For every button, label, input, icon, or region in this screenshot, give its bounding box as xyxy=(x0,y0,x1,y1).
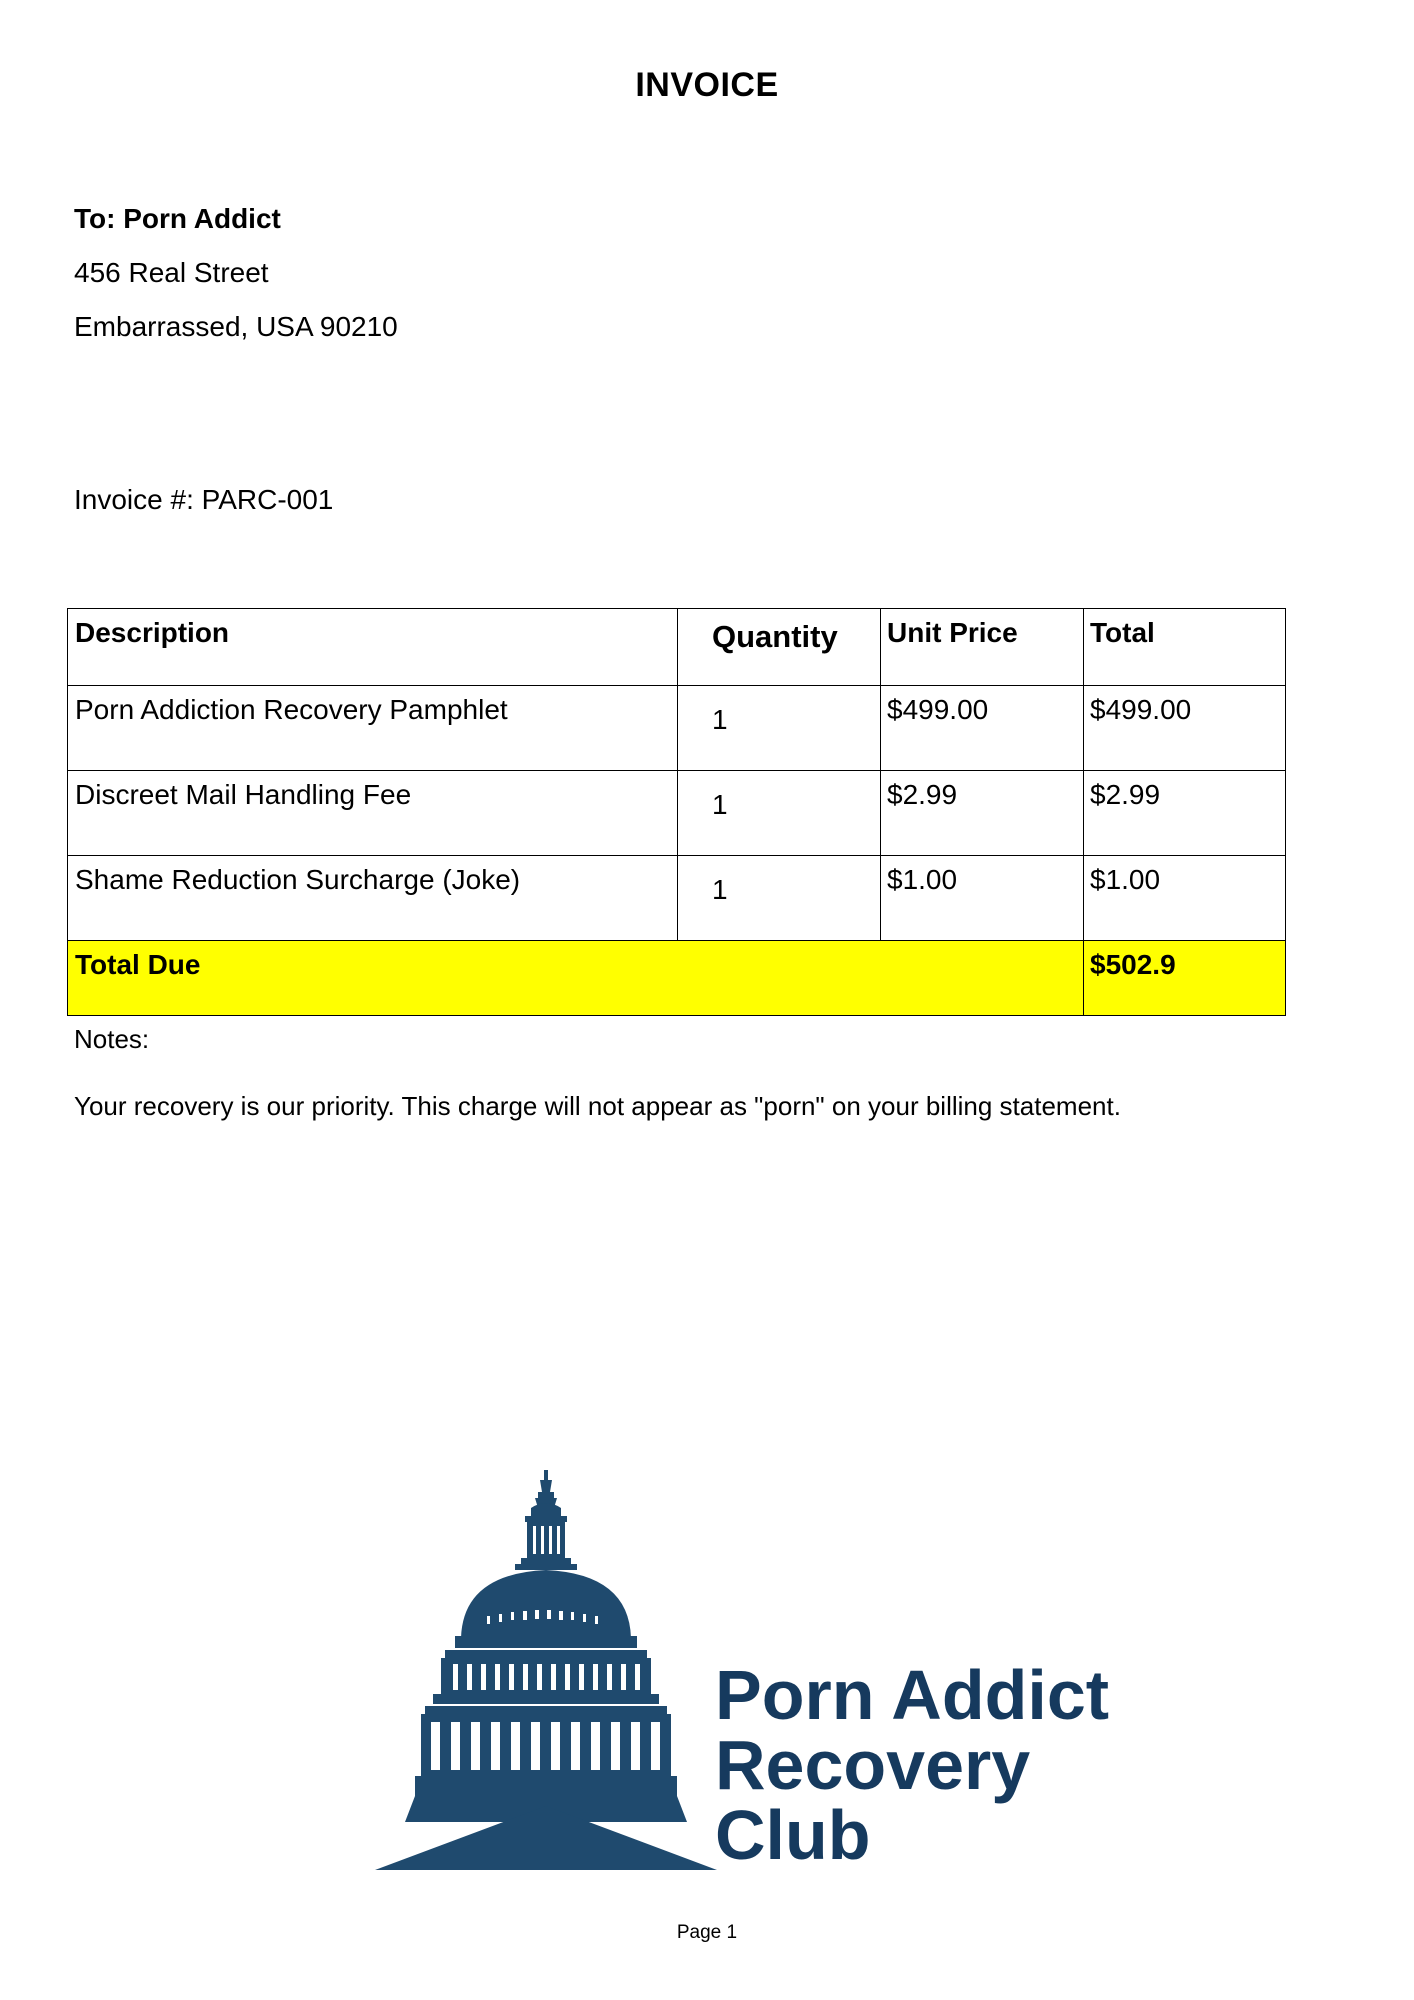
notes-text: Your recovery is our priority. This charge will not appear as "porn" on your billing statement. xyxy=(74,1091,1121,1121)
row-quantity: 1 xyxy=(678,771,881,856)
row-description: Discreet Mail Handling Fee xyxy=(68,771,678,856)
header-quantity: Quantity xyxy=(678,609,881,686)
row-quantity: 1 xyxy=(678,686,881,771)
total-due-value: $502.9 xyxy=(1084,941,1286,1016)
row-total: $1.00 xyxy=(1084,856,1286,941)
total-due-row xyxy=(68,941,1286,1016)
line-items-table xyxy=(67,608,1286,1016)
logo-line-1: Porn Addict xyxy=(715,1656,1110,1734)
logo-line-3: Club xyxy=(715,1796,871,1874)
page-number: Page 1 xyxy=(676,1922,738,1943)
table-row xyxy=(68,686,1286,771)
table-header-row xyxy=(68,609,1286,686)
row-description: Porn Addiction Recovery Pamphlet xyxy=(68,686,678,771)
recipient-street: 456 Real Street xyxy=(74,257,269,288)
invoice-number: Invoice #: PARC-001 xyxy=(74,484,334,515)
header-description: Description xyxy=(68,609,678,686)
recipient-name: To: Porn Addict xyxy=(74,203,281,234)
invoice-title: INVOICE xyxy=(635,66,779,104)
recipient-city: Embarrassed, USA 90210 xyxy=(74,311,398,342)
row-unit-price: $2.99 xyxy=(881,771,1084,856)
row-total: $2.99 xyxy=(1084,771,1286,856)
row-description: Shame Reduction Surcharge (Joke) xyxy=(68,856,678,941)
capitol-dome-icon xyxy=(375,1470,720,1876)
header-total: Total xyxy=(1084,609,1286,686)
notes-label: Notes: xyxy=(74,1024,150,1054)
table-row xyxy=(68,771,1286,856)
row-unit-price: $499.00 xyxy=(881,686,1084,771)
logo-line-2: Recovery xyxy=(715,1726,1031,1804)
header-unit-price: Unit Price xyxy=(881,609,1084,686)
logo-wordmark xyxy=(715,1656,1110,1874)
row-total: $499.00 xyxy=(1084,686,1286,771)
table-row xyxy=(68,856,1286,941)
row-quantity: 1 xyxy=(678,856,881,941)
total-due-label: Total Due xyxy=(68,941,1084,1016)
row-unit-price: $1.00 xyxy=(881,856,1084,941)
